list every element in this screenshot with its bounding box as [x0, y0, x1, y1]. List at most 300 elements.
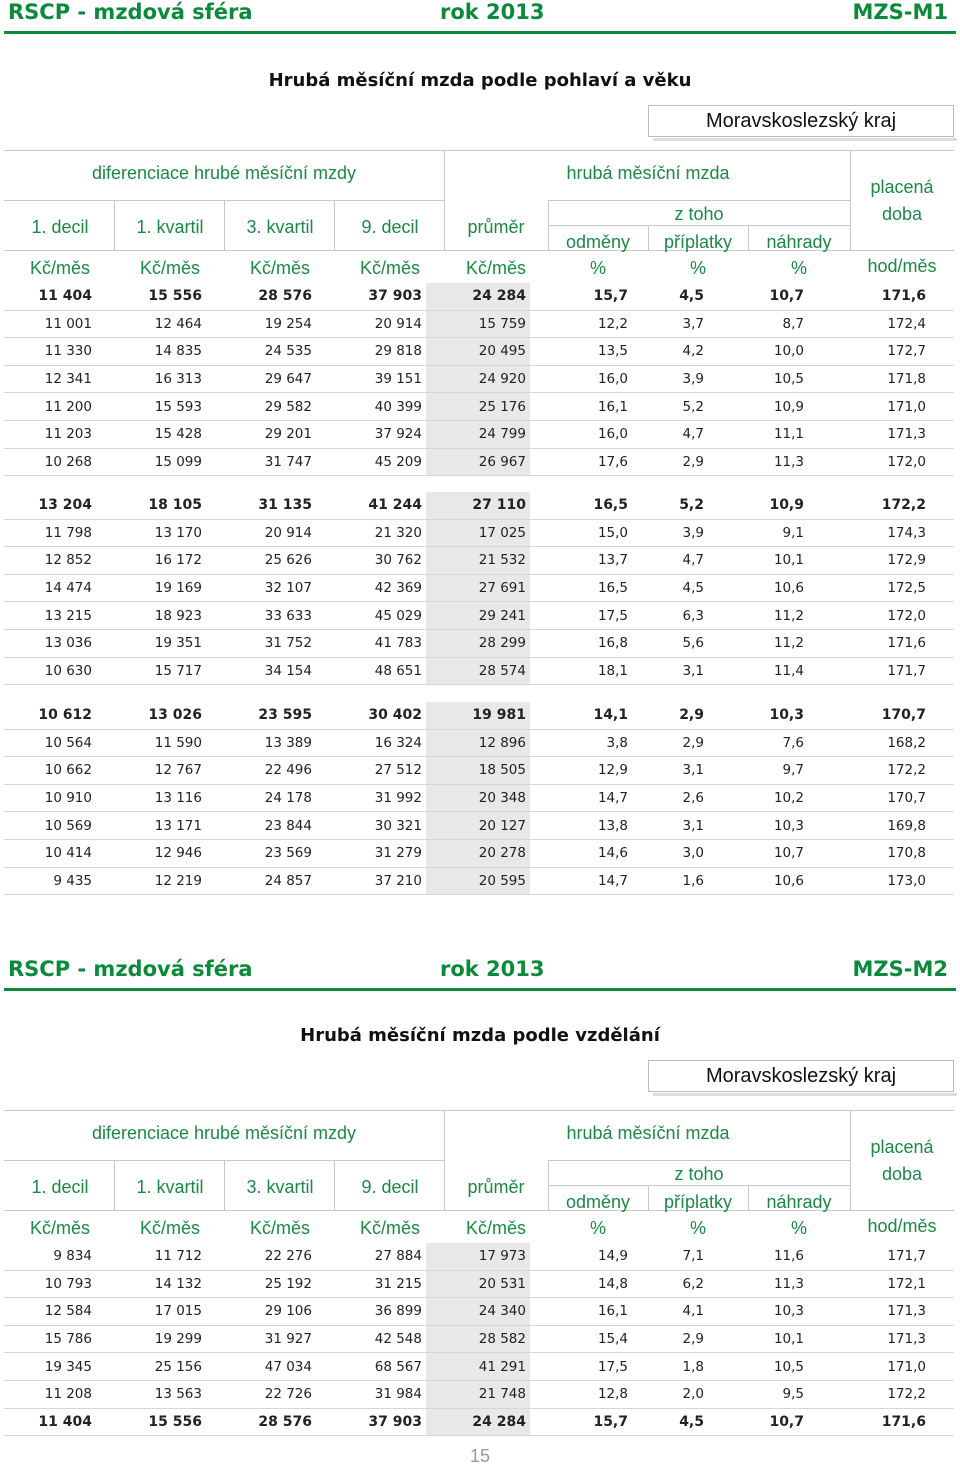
region-label-m1: Moravskoslezský kraj	[648, 105, 954, 137]
table-cell: 10 793	[4, 1270, 96, 1298]
table-cell: 13 563	[96, 1380, 206, 1408]
table-cell: 14 132	[96, 1270, 206, 1298]
table-cell: 168,2	[834, 729, 954, 757]
table-cell: 14,6	[530, 839, 632, 867]
table-cell: 3,9	[632, 365, 732, 393]
table-cell: 14 835	[96, 338, 206, 366]
header-paid2: doba	[881, 204, 923, 224]
table-cell: 6,2	[632, 1270, 732, 1298]
table-cell: 16 313	[96, 365, 206, 393]
table-row	[4, 1408, 954, 1436]
table-row	[4, 839, 954, 867]
table-cell: 26 967	[426, 448, 530, 476]
header-avg: průměr	[467, 217, 525, 237]
table-cell: 14,7	[530, 867, 632, 895]
table-cell: 171,7	[834, 1243, 954, 1270]
table-cell: 15 099	[96, 448, 206, 476]
table-cell: 28 574	[426, 657, 530, 685]
table-row	[4, 629, 954, 657]
table-cell: 22 496	[206, 757, 316, 785]
table-row	[4, 812, 954, 840]
header-diff: diferenciace hrubé měsíční mzdy	[91, 1123, 357, 1143]
table-cell: 172,7	[834, 338, 954, 366]
table-cell: 30 402	[316, 702, 426, 729]
table-cell: 13 204	[4, 492, 96, 519]
table-cell: 171,7	[834, 657, 954, 685]
table-cell: 172,2	[834, 757, 954, 785]
table-cell: 29 201	[206, 420, 316, 448]
table-cell: 30 321	[316, 812, 426, 840]
table-cell: 12 767	[96, 757, 206, 785]
table-cell: 13 171	[96, 812, 206, 840]
table-cell: 13 389	[206, 729, 316, 757]
table-cell: 16,1	[530, 1298, 632, 1326]
unit: Kč/měs	[139, 258, 201, 278]
table-cell: 11 001	[4, 310, 96, 338]
unit: Kč/měs	[139, 1218, 201, 1238]
table-cell: 29 818	[316, 338, 426, 366]
table-cell: 10,5	[732, 1353, 834, 1381]
table-cell: 1,8	[632, 1353, 732, 1381]
unit: %	[589, 1218, 607, 1238]
table-row	[4, 283, 954, 310]
table-cell: 16,1	[530, 393, 632, 421]
header-ztoho: z toho	[674, 1164, 724, 1184]
table-cell: 27 884	[316, 1243, 426, 1270]
region-label-m2: Moravskoslezský kraj	[648, 1060, 954, 1092]
table-cell: 15 786	[4, 1325, 96, 1353]
table-cell: 2,9	[632, 729, 732, 757]
table-cell: 3,8	[530, 729, 632, 757]
table-cell: 25 626	[206, 547, 316, 575]
table-cell: 10,3	[732, 1298, 834, 1326]
table-cell: 25 192	[206, 1270, 316, 1298]
table-cell: 15,7	[530, 1408, 632, 1436]
table-cell: 9 435	[4, 867, 96, 895]
table-cell: 68 567	[316, 1353, 426, 1381]
table-cell: 10,2	[732, 784, 834, 812]
table-cell: 12 946	[96, 839, 206, 867]
table-cell: 172,5	[834, 574, 954, 602]
table-cell: 3,0	[632, 839, 732, 867]
table-cell: 171,6	[834, 629, 954, 657]
table-cell: 10,7	[732, 283, 834, 310]
table-cell: 9 834	[4, 1243, 96, 1270]
table-cell: 8,7	[732, 310, 834, 338]
table-cell: 27 512	[316, 757, 426, 785]
header-odm: odměny	[565, 1192, 631, 1212]
table-cell: 172,0	[834, 448, 954, 476]
table-cell: 41 291	[426, 1353, 530, 1381]
table-cell: 15 556	[96, 283, 206, 310]
table-cell: 14,1	[530, 702, 632, 729]
table-cell: 24 857	[206, 867, 316, 895]
table-cell: 2,9	[632, 1325, 732, 1353]
header-d9: 9. decil	[361, 1177, 419, 1197]
table-cell: 24 340	[426, 1298, 530, 1326]
table-cell: 37 924	[316, 420, 426, 448]
page-header-m1	[0, 0, 960, 34]
table-cell: 11 590	[96, 729, 206, 757]
table-cell: 28 576	[206, 283, 316, 310]
table-cell: 174,3	[834, 519, 954, 547]
table-cell: 5,2	[632, 492, 732, 519]
data-table-2	[4, 492, 954, 685]
unit: %	[790, 258, 808, 278]
header-q1: 1. kvartil	[136, 1177, 204, 1197]
table-cell: 21 748	[426, 1380, 530, 1408]
table-cell: 11,3	[732, 448, 834, 476]
table-row	[4, 729, 954, 757]
table-row	[4, 420, 954, 448]
table-cell: 30 762	[316, 547, 426, 575]
table-cell: 18,1	[530, 657, 632, 685]
table-cell: 40 399	[316, 393, 426, 421]
header-diff: diferenciace hrubé měsíční mzdy	[91, 163, 357, 183]
header-gross: hrubá měsíční mzda	[566, 163, 730, 183]
table-cell: 17,5	[530, 602, 632, 630]
table-cell: 3,9	[632, 519, 732, 547]
table-row	[4, 867, 954, 895]
table-cell: 11,1	[732, 420, 834, 448]
table-cell: 19 981	[426, 702, 530, 729]
table-cell: 10,9	[732, 393, 834, 421]
table-cell: 10,1	[732, 1325, 834, 1353]
unit: %	[790, 1218, 808, 1238]
table-cell: 23 569	[206, 839, 316, 867]
table-cell: 14 474	[4, 574, 96, 602]
table-cell: 10 612	[4, 702, 96, 729]
table-row	[4, 602, 954, 630]
data-table-4	[4, 1243, 954, 1436]
unit: Kč/měs	[359, 1218, 421, 1238]
header-paid: placená	[870, 1137, 934, 1157]
table-cell: 12 584	[4, 1298, 96, 1326]
header-odm: odměny	[565, 232, 631, 252]
table-cell: 6,3	[632, 602, 732, 630]
table-cell: 16,8	[530, 629, 632, 657]
table-cell: 10,9	[732, 492, 834, 519]
table-row	[4, 1298, 954, 1326]
table-cell: 16,5	[530, 574, 632, 602]
table-cell: 1,6	[632, 867, 732, 895]
table-cell: 15,7	[530, 283, 632, 310]
table-cell: 13 170	[96, 519, 206, 547]
table-cell: 23 844	[206, 812, 316, 840]
table-cell: 17 015	[96, 1298, 206, 1326]
table-cell: 3,1	[632, 757, 732, 785]
table-cell: 170,7	[834, 784, 954, 812]
table-cell: 25 156	[96, 1353, 206, 1381]
table-cell: 18 105	[96, 492, 206, 519]
table-cell: 13 215	[4, 602, 96, 630]
table-cell: 10 268	[4, 448, 96, 476]
table-cell: 12,8	[530, 1380, 632, 1408]
table-cell: 19 351	[96, 629, 206, 657]
header-year: rok 2013	[440, 0, 545, 24]
table-cell: 11 208	[4, 1380, 96, 1408]
table-row	[4, 784, 954, 812]
table-cell: 20 348	[426, 784, 530, 812]
table-cell: 10,0	[732, 338, 834, 366]
table-row	[4, 365, 954, 393]
table-cell: 18 505	[426, 757, 530, 785]
table-cell: 24 535	[206, 338, 316, 366]
table-cell: 172,2	[834, 1380, 954, 1408]
table-row	[4, 310, 954, 338]
header-code: MZS-M1	[852, 0, 948, 24]
table-cell: 169,8	[834, 812, 954, 840]
table-cell: 28 299	[426, 629, 530, 657]
table-cell: 28 576	[206, 1408, 316, 1436]
table-cell: 25 176	[426, 393, 530, 421]
page-number: 15	[469, 1446, 491, 1466]
unit: Kč/měs	[359, 258, 421, 278]
table-cell: 22 276	[206, 1243, 316, 1270]
header-year: rok 2013	[440, 957, 545, 981]
table-cell: 173,0	[834, 867, 954, 895]
table-cell: 7,6	[732, 729, 834, 757]
table-cell: 15 759	[426, 310, 530, 338]
table-cell: 172,0	[834, 602, 954, 630]
table-cell: 37 210	[316, 867, 426, 895]
table-cell: 17,6	[530, 448, 632, 476]
table-cell: 29 582	[206, 393, 316, 421]
table-cell: 42 369	[316, 574, 426, 602]
table-cell: 34 154	[206, 657, 316, 685]
table-row	[4, 519, 954, 547]
table-cell: 170,7	[834, 702, 954, 729]
table-cell: 39 151	[316, 365, 426, 393]
header-q3: 3. kvartil	[246, 1177, 314, 1197]
table-cell: 12 219	[96, 867, 206, 895]
table-cell: 15 556	[96, 1408, 206, 1436]
header-gross: hrubá měsíční mzda	[566, 1123, 730, 1143]
table-cell: 10,6	[732, 867, 834, 895]
table-cell: 24 178	[206, 784, 316, 812]
header-nah: náhrady	[766, 1192, 832, 1212]
header-d1: 1. decil	[31, 1177, 89, 1197]
table-cell: 15 717	[96, 657, 206, 685]
table-row	[4, 657, 954, 685]
table-cell: 2,0	[632, 1380, 732, 1408]
table-cell: 172,1	[834, 1270, 954, 1298]
header-left: RSCP - mzdová sféra	[8, 957, 253, 981]
table-cell: 42 548	[316, 1325, 426, 1353]
table-cell: 3,1	[632, 812, 732, 840]
table-cell: 13 026	[96, 702, 206, 729]
header-nah: náhrady	[766, 232, 832, 252]
table-cell: 171,8	[834, 365, 954, 393]
header-pri: příplatky	[663, 232, 733, 252]
table-cell: 10,3	[732, 812, 834, 840]
table-cell: 23 595	[206, 702, 316, 729]
header-d9: 9. decil	[361, 217, 419, 237]
table-cell: 29 647	[206, 365, 316, 393]
header-paid: placená	[870, 177, 934, 197]
table-cell: 11 798	[4, 519, 96, 547]
table-cell: 20 914	[316, 310, 426, 338]
unit: Kč/měs	[249, 1218, 311, 1238]
table-cell: 36 899	[316, 1298, 426, 1326]
table-cell: 31 927	[206, 1325, 316, 1353]
table-cell: 13 036	[4, 629, 96, 657]
table-cell: 32 107	[206, 574, 316, 602]
table-cell: 16,0	[530, 365, 632, 393]
table-cell: 11 404	[4, 1408, 96, 1436]
table-cell: 11,3	[732, 1270, 834, 1298]
table-row	[4, 1270, 954, 1298]
table-cell: 33 633	[206, 602, 316, 630]
table-cell: 7,1	[632, 1243, 732, 1270]
table-cell: 24 799	[426, 420, 530, 448]
unit: %	[589, 258, 607, 278]
unit: hod/měs	[867, 1216, 937, 1236]
table-cell: 171,3	[834, 1298, 954, 1326]
data-table-3	[4, 702, 954, 895]
table-cell: 171,3	[834, 1325, 954, 1353]
table-cell: 16 324	[316, 729, 426, 757]
table-cell: 12 852	[4, 547, 96, 575]
unit: %	[689, 1218, 707, 1238]
section-title-m2: Hrubá měsíční mzda podle vzdělání	[300, 1025, 660, 1046]
table-cell: 3,7	[632, 310, 732, 338]
table-cell: 16 172	[96, 547, 206, 575]
table-cell: 21 532	[426, 547, 530, 575]
table-cell: 22 726	[206, 1380, 316, 1408]
table-cell: 11,2	[732, 629, 834, 657]
table-cell: 12 464	[96, 310, 206, 338]
table-cell: 4,1	[632, 1298, 732, 1326]
table-cell: 172,9	[834, 547, 954, 575]
table-cell: 24 920	[426, 365, 530, 393]
unit: Kč/měs	[29, 258, 91, 278]
table-row	[4, 547, 954, 575]
table-row	[4, 574, 954, 602]
table-cell: 19 169	[96, 574, 206, 602]
table-cell: 12 896	[426, 729, 530, 757]
table-cell: 9,1	[732, 519, 834, 547]
table-cell: 31 747	[206, 448, 316, 476]
table-cell: 12,9	[530, 757, 632, 785]
table-cell: 13,7	[530, 547, 632, 575]
table-cell: 10 414	[4, 839, 96, 867]
table-cell: 20 595	[426, 867, 530, 895]
table-cell: 171,0	[834, 393, 954, 421]
table-cell: 4,7	[632, 420, 732, 448]
table-cell: 10,3	[732, 702, 834, 729]
header-paid2: doba	[881, 1164, 923, 1184]
table-cell: 24 284	[426, 1408, 530, 1436]
table-cell: 18 923	[96, 602, 206, 630]
header-q1: 1. kvartil	[136, 217, 204, 237]
table-row	[4, 702, 954, 729]
table-cell: 13 116	[96, 784, 206, 812]
table-cell: 31 215	[316, 1270, 426, 1298]
unit: hod/měs	[867, 256, 937, 276]
table-cell: 20 278	[426, 839, 530, 867]
table-cell: 29 106	[206, 1298, 316, 1326]
header-left: RSCP - mzdová sféra	[8, 0, 253, 24]
table-cell: 27 110	[426, 492, 530, 519]
table-cell: 10,7	[732, 1408, 834, 1436]
unit: Kč/měs	[465, 258, 527, 278]
table-cell: 20 914	[206, 519, 316, 547]
table-cell: 2,9	[632, 448, 732, 476]
table-cell: 11,6	[732, 1243, 834, 1270]
header-q3: 3. kvartil	[246, 217, 314, 237]
table-cell: 10,7	[732, 839, 834, 867]
table-cell: 10 910	[4, 784, 96, 812]
header-d1: 1. decil	[31, 217, 89, 237]
table-cell: 31 279	[316, 839, 426, 867]
table-cell: 28 582	[426, 1325, 530, 1353]
table-cell: 17,5	[530, 1353, 632, 1381]
table-cell: 15,4	[530, 1325, 632, 1353]
table-cell: 13,8	[530, 812, 632, 840]
table-cell: 17 973	[426, 1243, 530, 1270]
table-cell: 9,7	[732, 757, 834, 785]
table-cell: 10 662	[4, 757, 96, 785]
table-cell: 11 330	[4, 338, 96, 366]
table-row	[4, 1380, 954, 1408]
table-row	[4, 1243, 954, 1270]
table-cell: 14,8	[530, 1270, 632, 1298]
table-cell: 19 254	[206, 310, 316, 338]
table-cell: 17 025	[426, 519, 530, 547]
table-cell: 10,6	[732, 574, 834, 602]
table-row	[4, 757, 954, 785]
unit: Kč/měs	[465, 1218, 527, 1238]
table-cell: 21 320	[316, 519, 426, 547]
table-cell: 37 903	[316, 1408, 426, 1436]
table-cell: 29 241	[426, 602, 530, 630]
header-ztoho: z toho	[674, 204, 724, 224]
table-cell: 4,7	[632, 547, 732, 575]
table-cell: 24 284	[426, 283, 530, 310]
table-cell: 20 127	[426, 812, 530, 840]
table-row	[4, 448, 954, 476]
table-cell: 4,5	[632, 283, 732, 310]
table-cell: 5,6	[632, 629, 732, 657]
table-cell: 20 495	[426, 338, 530, 366]
table-cell: 172,2	[834, 492, 954, 519]
table-cell: 4,5	[632, 574, 732, 602]
table-cell: 11 404	[4, 283, 96, 310]
table-cell: 15 428	[96, 420, 206, 448]
header-rule	[4, 988, 956, 991]
table-cell: 2,6	[632, 784, 732, 812]
table-cell: 14,9	[530, 1243, 632, 1270]
table-cell: 10,5	[732, 365, 834, 393]
table-cell: 37 903	[316, 283, 426, 310]
table-cell: 11,4	[732, 657, 834, 685]
data-table-1	[4, 283, 954, 476]
table-cell: 13,5	[530, 338, 632, 366]
table-cell: 12,2	[530, 310, 632, 338]
table-cell: 48 651	[316, 657, 426, 685]
table-cell: 10 569	[4, 812, 96, 840]
table-cell: 16,0	[530, 420, 632, 448]
table-cell: 15,0	[530, 519, 632, 547]
page-header-m2	[0, 957, 960, 991]
table-cell: 9,5	[732, 1380, 834, 1408]
header-avg: průměr	[467, 1177, 525, 1197]
table-cell: 11 203	[4, 420, 96, 448]
table-cell: 170,8	[834, 839, 954, 867]
table-cell: 11 200	[4, 393, 96, 421]
table-cell: 12 341	[4, 365, 96, 393]
